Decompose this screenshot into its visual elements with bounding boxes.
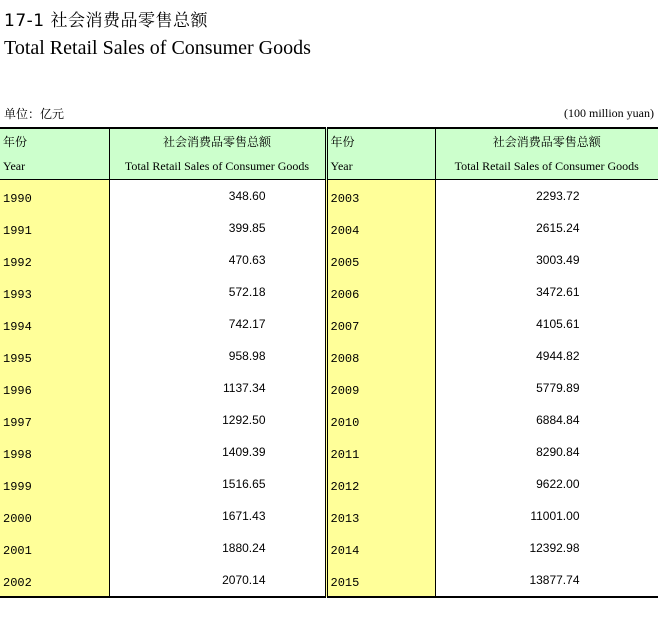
- value-cell-right-text: 3003.49: [536, 253, 580, 267]
- value-cell-left: [109, 372, 326, 404]
- year-cell-left-text: 2002: [3, 576, 32, 590]
- header-value-cn-left: 社会消费品零售总额: [109, 128, 326, 153]
- year-cell-left: [0, 436, 109, 468]
- value-cell-left-text: 1137.34: [223, 381, 266, 395]
- value-cell-right: [435, 532, 658, 564]
- year-cell-left-text: 1995: [3, 352, 32, 366]
- value-cell-left: [109, 180, 326, 213]
- value-cell-right-text: 9622.00: [536, 477, 580, 491]
- year-cell-right: [326, 564, 435, 597]
- table-row: [0, 532, 658, 564]
- year-cell-left: [0, 372, 109, 404]
- table-row: [0, 436, 658, 468]
- year-cell-right-text: 2005: [330, 256, 360, 270]
- page-title-en: Total Retail Sales of Consumer Goods: [4, 37, 311, 59]
- value-cell-right-text: 12392.98: [529, 541, 580, 555]
- year-cell-right: [326, 244, 435, 276]
- header-year-en-right: Year: [326, 153, 435, 180]
- value-cell-right-text: 8290.84: [536, 445, 580, 459]
- year-cell-left: [0, 404, 109, 436]
- table-row: [0, 468, 658, 500]
- year-cell-left-text: 1992: [3, 256, 32, 270]
- value-cell-right: [435, 340, 658, 372]
- value-cell-left: [109, 468, 326, 500]
- year-cell-left-text: 1996: [3, 384, 32, 398]
- value-cell-left-text: 742.17: [228, 317, 266, 331]
- value-cell-left-text: 572.18: [228, 285, 266, 299]
- year-cell-left-text: 2000: [3, 512, 32, 526]
- year-cell-right-text: 2012: [330, 480, 360, 494]
- year-cell-right-text: 2013: [330, 512, 360, 526]
- table-row: [0, 180, 658, 213]
- value-cell-right-text: 3472.61: [536, 285, 580, 299]
- year-cell-right: [326, 404, 435, 436]
- year-cell-right-text: 2006: [330, 288, 360, 302]
- header-year-cn-right: 年份: [326, 128, 435, 153]
- value-cell-left: [109, 212, 326, 244]
- year-cell-left-text: 2001: [3, 544, 32, 558]
- year-cell-right: [326, 180, 435, 213]
- value-cell-right-text: 11001.00: [530, 509, 580, 523]
- value-cell-right-text: 4944.82: [536, 349, 580, 363]
- year-cell-left: [0, 532, 109, 564]
- table-row: [0, 372, 658, 404]
- year-cell-right: [326, 212, 435, 244]
- value-cell-right-text: 2615.24: [536, 221, 580, 235]
- value-cell-left-text: 1880.24: [222, 541, 266, 555]
- year-cell-left: [0, 276, 109, 308]
- table-row: [0, 340, 658, 372]
- value-cell-left: [109, 276, 326, 308]
- value-cell-left-text: 1409.39: [222, 445, 266, 459]
- header-row-cn: [0, 128, 658, 153]
- table-row: [0, 276, 658, 308]
- value-cell-left: [109, 340, 326, 372]
- value-cell-right-text: 5779.89: [536, 381, 580, 395]
- year-cell-left: [0, 180, 109, 213]
- year-cell-right-text: 2008: [330, 352, 360, 366]
- year-cell-left: [0, 244, 109, 276]
- value-cell-right: [435, 436, 658, 468]
- value-cell-right: [435, 404, 658, 436]
- year-cell-right: [326, 372, 435, 404]
- year-cell-right: [326, 276, 435, 308]
- year-cell-right-text: 2014: [330, 544, 360, 558]
- year-cell-left-text: 1997: [3, 416, 32, 430]
- value-cell-right: [435, 500, 658, 532]
- year-cell-right: [326, 468, 435, 500]
- header-value-en-left: Total Retail Sales of Consumer Goods: [109, 153, 326, 180]
- value-cell-left: [109, 244, 326, 276]
- table-row: [0, 212, 658, 244]
- value-cell-left-text: 470.63: [228, 253, 266, 267]
- value-cell-left: [109, 500, 326, 532]
- value-cell-right: [435, 468, 658, 500]
- year-cell-left: [0, 500, 109, 532]
- year-cell-left-text: 1998: [3, 448, 32, 462]
- table-row: [0, 244, 658, 276]
- year-cell-right: [326, 340, 435, 372]
- year-cell-right-text: 2004: [330, 224, 360, 238]
- value-cell-left: [109, 308, 326, 340]
- table-row: [0, 564, 658, 597]
- header-value-cn-right: 社会消费品零售总额: [435, 128, 658, 153]
- value-cell-left: [109, 564, 326, 597]
- value-cell-right-text: 2293.72: [536, 189, 580, 203]
- page-title-cn: 17-1 社会消费品零售总额: [4, 11, 208, 31]
- year-cell-left: [0, 212, 109, 244]
- value-cell-right: [435, 212, 658, 244]
- year-cell-left-text: 1990: [3, 192, 32, 206]
- value-cell-right: [435, 244, 658, 276]
- value-cell-left: [109, 404, 326, 436]
- year-cell-right: [326, 436, 435, 468]
- year-cell-right-text: 2009: [330, 384, 360, 398]
- value-cell-left-text: 958.98: [228, 349, 266, 363]
- value-cell-left-text: 1671.43: [222, 509, 266, 523]
- retail-sales-table: [0, 127, 658, 598]
- value-cell-right-text: 13877.74: [529, 573, 580, 587]
- year-cell-left-text: 1993: [3, 288, 32, 302]
- value-cell-left: [109, 532, 326, 564]
- value-cell-right: [435, 180, 658, 213]
- table-body: [0, 180, 658, 598]
- year-cell-right-text: 2011: [330, 448, 360, 462]
- year-cell-right-text: 2015: [330, 576, 360, 590]
- value-cell-right: [435, 564, 658, 597]
- value-cell-left: [109, 436, 326, 468]
- year-cell-left: [0, 308, 109, 340]
- year-cell-right: [326, 500, 435, 532]
- year-cell-right-text: 2007: [330, 320, 360, 334]
- value-cell-left-text: 2070.14: [222, 573, 266, 587]
- year-cell-left: [0, 468, 109, 500]
- table-row: [0, 500, 658, 532]
- year-cell-right-text: 2003: [330, 192, 360, 206]
- header-year-en-left: Year: [0, 153, 109, 180]
- value-cell-right: [435, 372, 658, 404]
- value-cell-left-text: 1292.50: [222, 413, 266, 427]
- year-cell-right: [326, 308, 435, 340]
- year-cell-right: [326, 532, 435, 564]
- header-row-en: [0, 153, 658, 180]
- year-cell-left-text: 1991: [3, 224, 32, 238]
- year-cell-right-text: 2010: [330, 416, 360, 430]
- table-row: [0, 308, 658, 340]
- value-cell-left-text: 348.60: [228, 189, 266, 203]
- year-cell-left-text: 1994: [3, 320, 32, 334]
- value-cell-right-text: 6884.84: [536, 413, 580, 427]
- year-cell-left-text: 1999: [3, 480, 32, 494]
- header-value-en-right: Total Retail Sales of Consumer Goods: [435, 153, 658, 180]
- value-cell-left-text: 399.85: [228, 221, 266, 235]
- unit-label-cn: 单位：亿元: [4, 107, 65, 121]
- year-cell-left: [0, 564, 109, 597]
- year-cell-left: [0, 340, 109, 372]
- table-row: [0, 404, 658, 436]
- value-cell-right-text: 4105.61: [536, 317, 580, 331]
- value-cell-left-text: 1516.65: [222, 477, 266, 491]
- value-cell-right: [435, 276, 658, 308]
- header-year-cn-left: 年份: [0, 128, 109, 153]
- unit-label-en: (100 million yuan): [564, 106, 654, 120]
- value-cell-right: [435, 308, 658, 340]
